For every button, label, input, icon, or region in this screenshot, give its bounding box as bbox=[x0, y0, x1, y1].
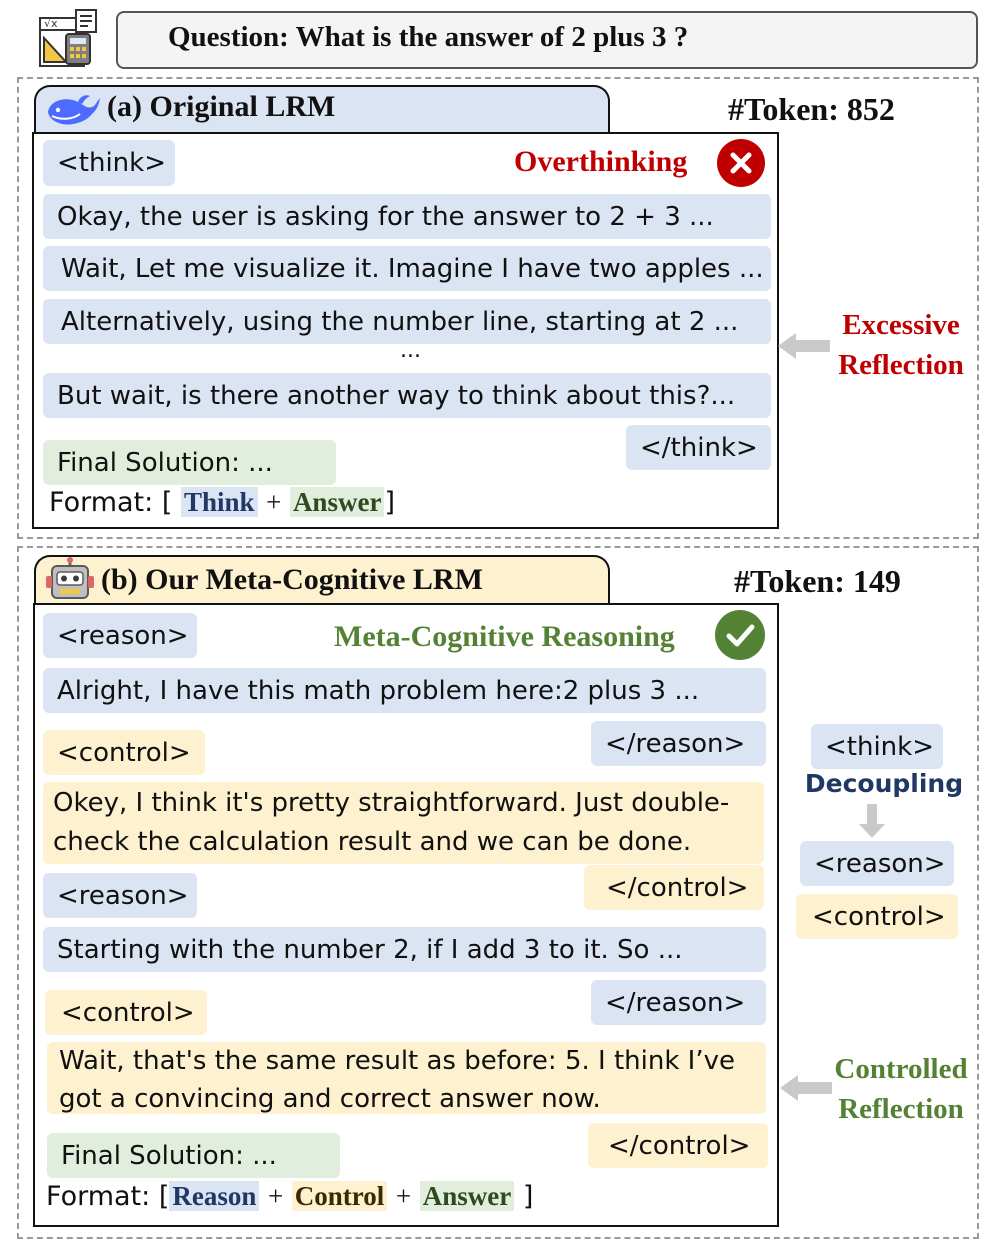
final-solution-b: Final Solution: ... bbox=[47, 1133, 340, 1178]
left-arrow-icon bbox=[778, 331, 830, 361]
reason-text-1: Alright, I have this math problem here:2 plus 3 ... bbox=[43, 668, 766, 713]
format-a: Format: [ Think + Answer ] bbox=[49, 487, 395, 518]
panel-b-title: (b) Our Meta-Cognitive LRM bbox=[101, 563, 483, 596]
control-close-tag-2: </control> bbox=[588, 1123, 768, 1168]
panel-b-token-count: #Token: 149 bbox=[734, 563, 901, 599]
think-close-tag: </think> bbox=[626, 425, 771, 470]
control-text-2: Wait, that's the same result as before: 5. I think I’ve got a convincing and correct answer now. bbox=[47, 1042, 766, 1114]
math-question-icon bbox=[36, 6, 100, 70]
decoupling-label: Decoupling bbox=[804, 769, 964, 798]
reason-close-tag-2: </reason> bbox=[591, 980, 766, 1025]
decoupling-reason-tag: <reason> bbox=[800, 841, 954, 886]
control-open-tag-2: <control> bbox=[45, 990, 207, 1035]
decoupling-control-tag: <control> bbox=[796, 894, 958, 939]
panel-a-token-count: #Token: 852 bbox=[728, 91, 895, 127]
svg-text:√x: √x bbox=[44, 17, 58, 30]
reasoning-line-2: Wait, Let me visualize it. Imagine I have two apples ... bbox=[43, 246, 771, 291]
format-b: Format: [ Reason + Control + Answer ] bbox=[46, 1181, 534, 1212]
down-arrow-icon bbox=[859, 804, 885, 838]
final-solution-a: Final Solution: ... bbox=[43, 440, 336, 485]
reason-close-tag-1: </reason> bbox=[591, 721, 766, 766]
reason-open-tag-1: <reason> bbox=[43, 613, 197, 658]
decoupling-think-tag: <think> bbox=[811, 724, 943, 769]
x-circle-icon bbox=[717, 139, 765, 187]
reasoning-line-1: Okay, the user is asking for the answer to 2 + 3 ... bbox=[43, 194, 771, 239]
ellipsis: ... bbox=[400, 338, 421, 363]
robot-icon bbox=[44, 557, 96, 603]
whale-logo-icon bbox=[44, 90, 102, 130]
check-circle-icon bbox=[715, 610, 765, 660]
control-text-1: Okey, I think it's pretty straightforward. Just double-check the calculation result and we can be done. bbox=[43, 782, 764, 864]
control-open-tag-1: <control> bbox=[43, 730, 205, 775]
panel-a-title: (a) Original LRM bbox=[107, 90, 336, 123]
reasoning-line-3: Alternatively, using the number line, starting at 2 ... bbox=[43, 299, 771, 344]
question-text: Question: What is the answer of 2 plus 3 ? bbox=[168, 21, 689, 53]
meta-cognitive-reasoning-label: Meta-Cognitive Reasoning bbox=[334, 620, 675, 653]
reasoning-line-4: But wait, is there another way to think about this?... bbox=[43, 373, 771, 418]
think-open-tag: <think> bbox=[43, 140, 175, 186]
excessive-reflection-label: Excessive Reflection bbox=[838, 309, 964, 381]
reason-text-2: Starting with the number 2, if I add 3 to it. So ... bbox=[43, 927, 766, 972]
control-close-tag-1: </control> bbox=[584, 865, 764, 910]
overthinking-label: Overthinking bbox=[514, 145, 688, 178]
reason-open-tag-2: <reason> bbox=[43, 873, 197, 918]
controlled-reflection-label: Controlled Reflection bbox=[834, 1053, 968, 1125]
